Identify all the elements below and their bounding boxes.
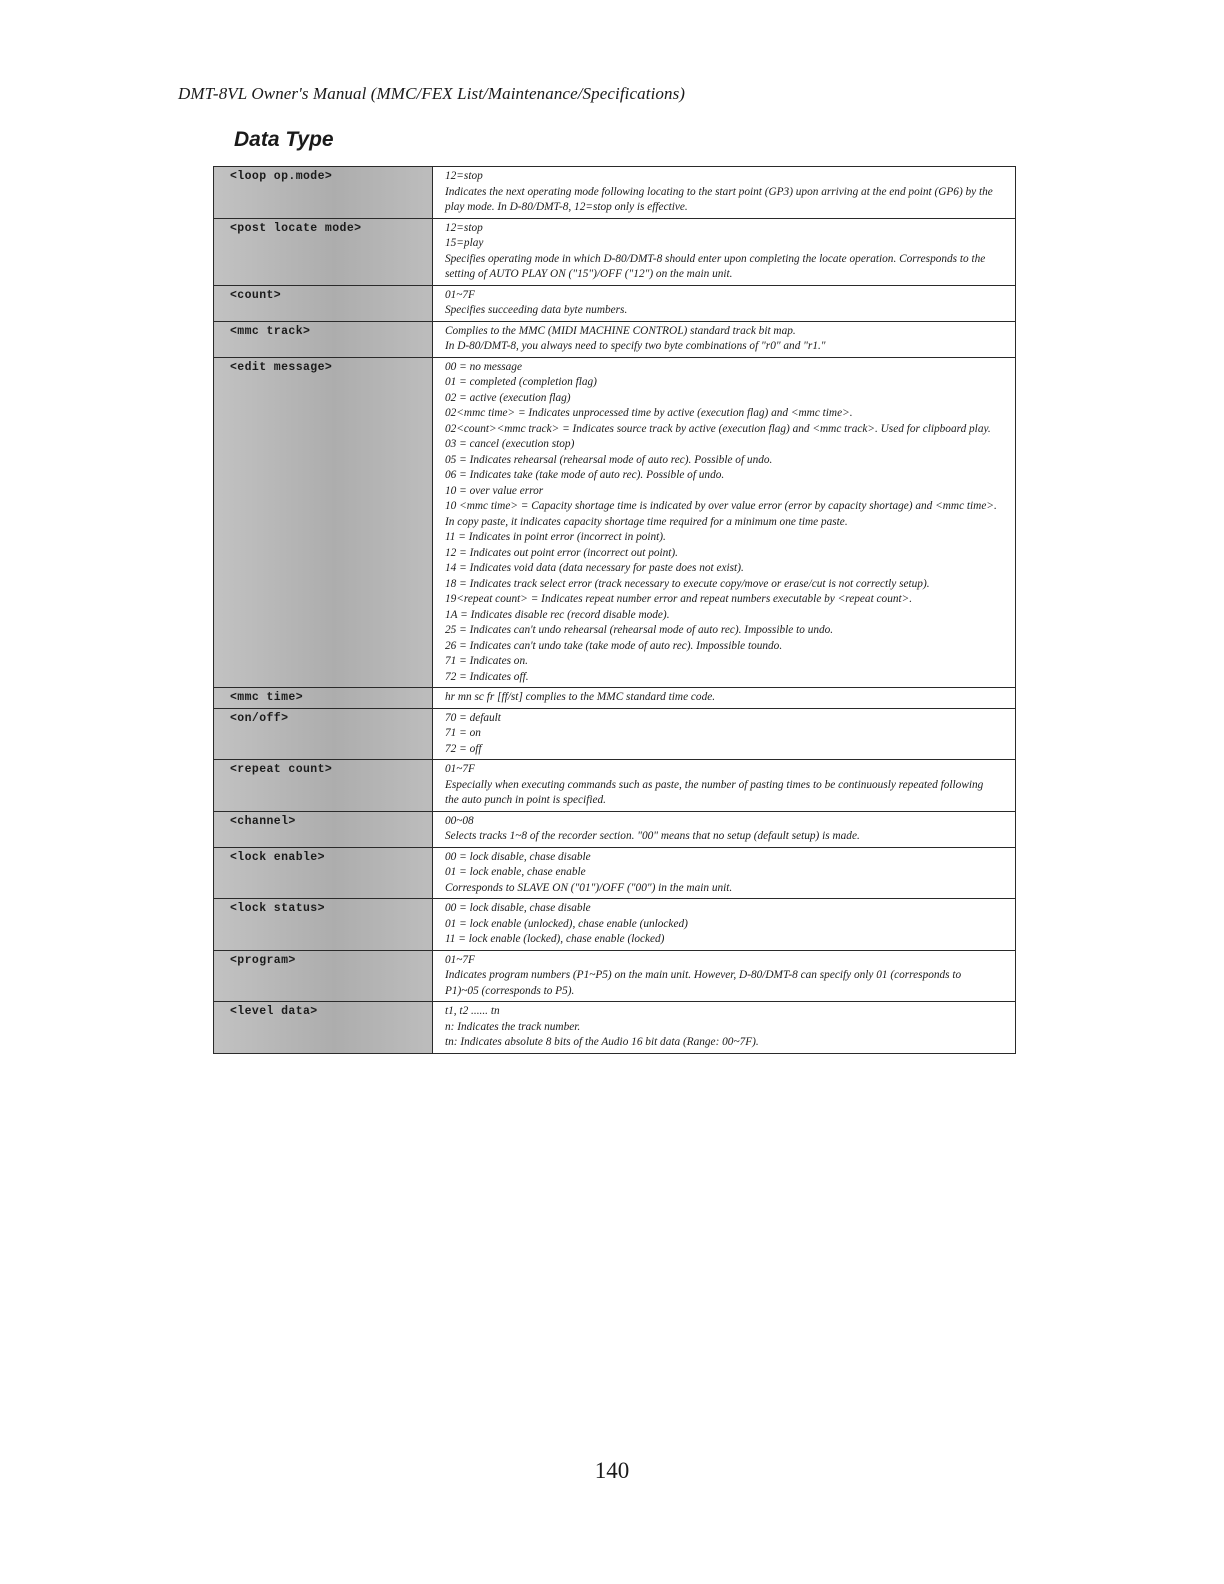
data-type-description: [433, 285, 1016, 321]
data-type-name: <loop op.mode>: [214, 167, 433, 219]
description-line: Indicates program numbers (P1~P5) on the main unit. However, D-80/DMT-8 can specify only 01 (corresponds to P1)~05 (corresponds to P5).: [445, 969, 962, 997]
data-type-description: [433, 811, 1016, 847]
data-type-name: <mmc track>: [214, 321, 433, 357]
data-type-name: <lock status>: [214, 899, 433, 951]
table-row: [214, 218, 1016, 285]
table-row: [214, 899, 1016, 951]
data-type-description: [433, 847, 1016, 899]
data-type-name: <edit message>: [214, 357, 433, 688]
data-type-name: <mmc time>: [214, 688, 433, 709]
data-type-name: <level data>: [214, 1002, 433, 1054]
description-line: tn: Indicates absolute 8 bits of the Audio 16 bit data (Range: 00~7F).: [445, 1036, 759, 1048]
description-line: 18 = Indicates track select error (track necessary to execute copy/move or erase/cut is not correctly setup).: [445, 577, 930, 590]
description-line: Selects tracks 1~8 of the recorder section. "00" means that no setup (default setup) is made.: [445, 830, 860, 842]
description-line: 01 = lock enable (unlocked), chase enable (unlocked): [445, 917, 688, 930]
description-line: 02<count><mmc track> = Indicates source track by active (execution flag) and <mmc track>. Used for clipboard play.: [445, 422, 991, 435]
table-row: [214, 688, 1016, 709]
description-line: 06 = Indicates take (take mode of auto rec). Possible of undo.: [445, 469, 725, 481]
description-line: t1, t2 ...... tn: [445, 1005, 500, 1017]
description-line: 71 = Indicates on.: [445, 655, 528, 667]
description-line: 15=play: [445, 237, 484, 249]
description-line: 05 = Indicates rehearsal (rehearsal mode of auto rec). Possible of undo.: [445, 453, 773, 466]
table-row: [214, 950, 1016, 1002]
description-line: 12 = Indicates out point error (incorrect out point).: [445, 546, 679, 559]
section-title: Data Type: [234, 128, 334, 151]
table-row: [214, 167, 1016, 219]
description-line: 72 = Indicates off.: [445, 670, 529, 683]
data-type-name: <on/off>: [214, 708, 433, 760]
data-type-description: [433, 688, 1016, 709]
data-type-name: <repeat count>: [214, 760, 433, 812]
description-line: 02<mmc time> = Indicates unprocessed time by active (execution flag) and <mmc time>.: [445, 407, 853, 419]
data-type-description: [433, 167, 1016, 219]
description-line: 00 = lock disable, chase disable: [445, 850, 591, 863]
description-line: Specifies succeeding data byte numbers.: [445, 304, 628, 316]
description-line: 70 = default: [445, 711, 501, 724]
table-row: [214, 847, 1016, 899]
data-type-table-body: [214, 167, 1016, 1054]
data-type-description: [433, 899, 1016, 951]
data-type-name: <program>: [214, 950, 433, 1002]
description-line: 01 = lock enable, chase enable: [445, 866, 586, 878]
description-line: 00~08: [445, 814, 474, 827]
description-line: In D-80/DMT-8, you always need to specify two byte combinations of "r0" and "r1.": [445, 340, 826, 352]
description-line: 12=stop: [445, 221, 483, 234]
description-line: 71 = on: [445, 727, 481, 739]
description-line: 72 = off: [445, 742, 482, 755]
table-row: [214, 708, 1016, 760]
data-type-name: <channel>: [214, 811, 433, 847]
data-type-description: [433, 950, 1016, 1002]
description-line: 03 = cancel (execution stop): [445, 438, 575, 450]
description-line: 01~7F: [445, 288, 475, 301]
data-type-description: [433, 357, 1016, 688]
description-line: 01 = completed (completion flag): [445, 376, 597, 388]
description-line: 01~7F: [445, 763, 475, 775]
data-type-name: <post locate mode>: [214, 218, 433, 285]
data-type-description: [433, 321, 1016, 357]
table-row: [214, 811, 1016, 847]
table-row: [214, 357, 1016, 688]
data-type-description: [433, 760, 1016, 812]
description-line: 25 = Indicates can't undo rehearsal (rehearsal mode of auto rec). Impossible to undo.: [445, 624, 834, 636]
description-line: 02 = active (execution flag): [445, 391, 571, 404]
description-line: Indicates the next operating mode following locating to the start point (GP3) upon arriving at the end point (GP6) by the play mode. In D-80/DMT-8, 12=stop only is effective.: [445, 185, 993, 213]
data-type-table: [213, 166, 1016, 1054]
description-line: 1A = Indicates disable rec (record disable mode).: [445, 608, 670, 621]
data-type-description: [433, 218, 1016, 285]
data-type-description: [433, 708, 1016, 760]
data-type-description: [433, 1002, 1016, 1054]
running-header: DMT-8VL Owner's Manual (MMC/FEX List/Maintenance/Specifications): [178, 84, 686, 103]
data-type-name: <lock enable>: [214, 847, 433, 899]
description-line: 00 = no message: [445, 360, 522, 373]
page-number: 140: [594, 1458, 630, 1483]
description-line: 14 = Indicates void data (data necessary for paste does not exist).: [445, 562, 744, 574]
description-line: Specifies operating mode in which D-80/DMT-8 should enter upon completing the locate operation. Corresponds to the setting of AUTO PLAY ON ("15")/OFF ("12") on the main unit.: [445, 252, 986, 280]
description-line: 11 = lock enable (locked), chase enable (locked): [445, 933, 665, 945]
description-line: n: Indicates the track number.: [445, 1020, 581, 1033]
description-line: 12=stop: [445, 170, 483, 182]
description-line: hr mn sc fr [ff/st] complies to the MMC standard time code.: [445, 691, 716, 703]
data-type-name: <count>: [214, 285, 433, 321]
description-line: 11 = Indicates in point error (incorrect in point).: [445, 531, 666, 543]
table-row: [214, 321, 1016, 357]
description-line: 19<repeat count> = Indicates repeat number error and repeat numbers executable by <repeat count>.: [445, 593, 913, 605]
description-line: Especially when executing commands such as paste, the number of pasting times to be continuously repeated following the auto punch in point is specified.: [445, 778, 984, 806]
description-line: 10 <mmc time> = Capacity shortage time is indicated by over value error (error by capacity shortage) and <mmc time>. In copy paste, it indicates capacity shortage time required for a minimum one time paste.: [445, 500, 997, 528]
table-row: [214, 760, 1016, 812]
description-line: 10 = over value error: [445, 484, 544, 497]
description-line: 26 = Indicates can't undo take (take mode of auto rec). Impossible toundo.: [445, 639, 783, 652]
description-line: 01~7F: [445, 953, 475, 966]
table-row: [214, 285, 1016, 321]
description-line: Complies to the MMC (MIDI MACHINE CONTROL) standard track bit map.: [445, 324, 796, 337]
description-line: Corresponds to SLAVE ON ("01")/OFF ("00") in the main unit.: [445, 881, 733, 894]
table-row: [214, 1002, 1016, 1054]
description-line: 00 = lock disable, chase disable: [445, 902, 591, 914]
